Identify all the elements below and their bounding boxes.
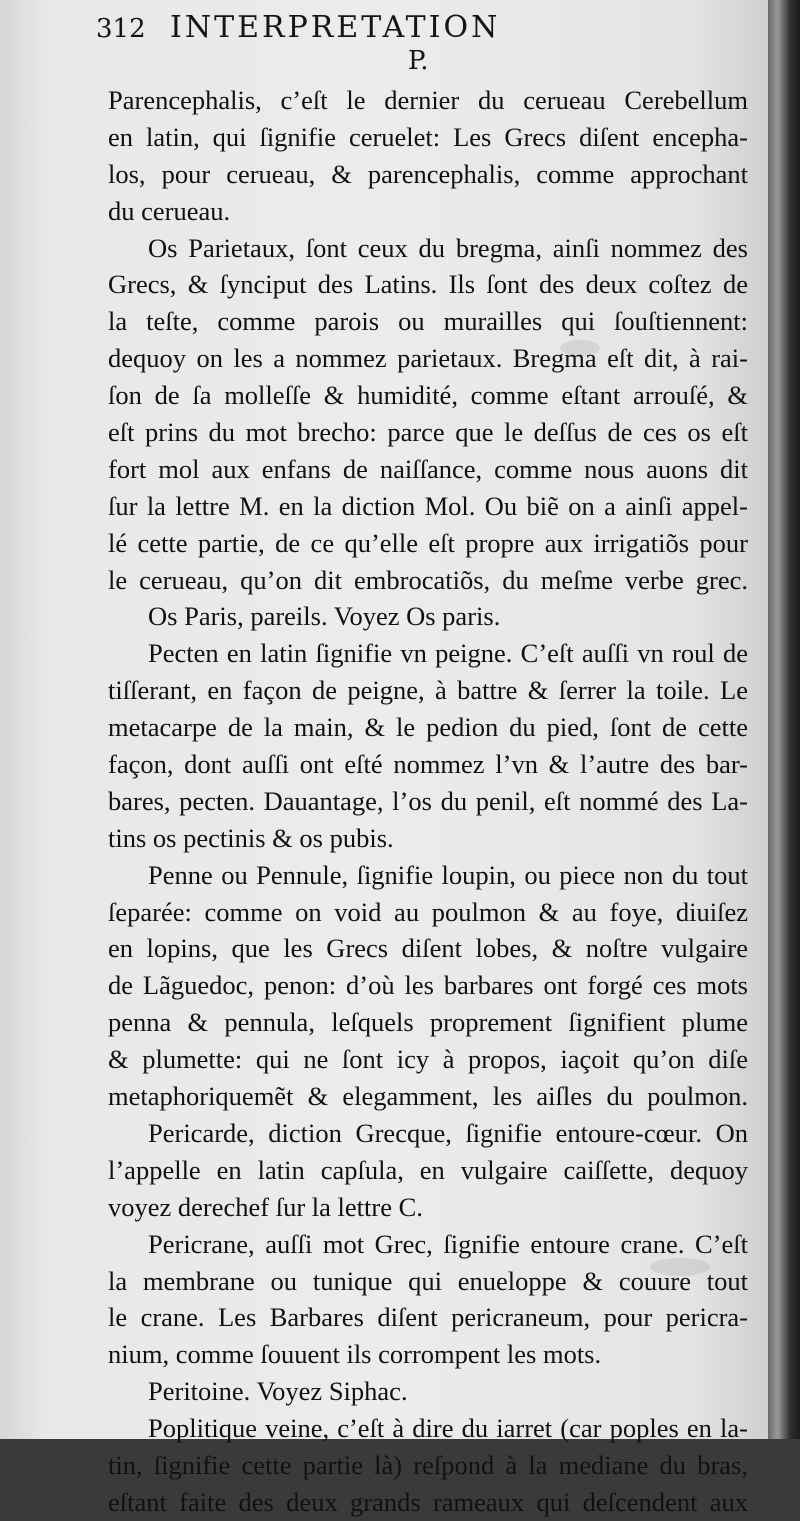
text-line: le cerueau, qu’on dit embrocatiõs, du meſme verbe grec. (108, 564, 748, 595)
text-line: voyez derechef ſur la lettre C. (108, 1191, 423, 1222)
text-line: tins os pectinis & os pubis. (108, 822, 394, 853)
text-line: Grecs, & ſynciput des Latins. Ils ſont des deux coſtez de (108, 269, 748, 300)
text-line: en lopins, que les Grecs diſent lobes, & noſtre vulgaire (108, 933, 748, 964)
text-line: la teſte, comme parois ou murailles qui ſouſtiennent: (108, 306, 748, 337)
page-number: 312 (96, 14, 146, 44)
text-line: façon, dont auſſi ont eſté nommez l’vn & l’autre des bar- (108, 749, 748, 780)
text-line: los, pour cerueau, & parencephalis, comme approchant (108, 158, 748, 189)
text-line: Pericarde, diction Grecque, ſignifie entoure-cœur. On (148, 1117, 748, 1148)
page-gutter-edge (768, 0, 800, 1439)
text-line: dequoy on les a nommez parietaux. Bregma eſt dit, à rai- (108, 343, 748, 374)
text-line: en latin, qui ſignifie ceruelet: Les Grecs diſent encepha- (108, 121, 748, 152)
text-line: tiſſerant, en façon de peigne, à battre & ſerrer la toile. Le (108, 675, 748, 706)
text-line: Peritoine. Voyez Siphac. (148, 1376, 408, 1407)
text-line: le crane. Les Barbares diſent pericraneum, pour pericra- (108, 1302, 748, 1333)
text-line: Parencephalis, c’eſt le dernier du cerueau Cerebellum (108, 85, 748, 115)
text-line: metacarpe de la main, & le pedion du pied, ſont de cette (108, 712, 748, 743)
text-line: eſt prins du mot brecho: parce que le deſſus de ces os eſt (108, 417, 748, 448)
page-header (96, 6, 756, 50)
text-line: Pericrane, auſſi mot Grec, ſignifie entoure crane. C’eſt (148, 1228, 748, 1259)
text-line: penna & pennula, leſquels proprement ſignifient plume (108, 1007, 748, 1038)
body-text (108, 82, 748, 1521)
text-line: Penne ou Pennule, ſignifie loupin, ou piece non du tout (148, 859, 748, 890)
text-line: Pecten en latin ſignifie vn peigne. C’eſt auſſi vn roul de (148, 638, 748, 669)
text-line: bares, pecten. Dauantage, l’os du penil, eſt nommé des La- (108, 785, 748, 816)
text-line: l’appelle en latin capſula, en vulgaire caiſſette, dequoy (108, 1154, 748, 1185)
text-line: ſon de ſa molleſſe & humidité, comme eſtant arrouſé, & (108, 380, 748, 411)
text-line: eſtant faite des deux grands rameaux qui deſcendent aux (108, 1486, 748, 1517)
text-line: de Lãguedoc, penon: d’où les barbares ont forgé ces mots (108, 970, 748, 1001)
text-line: Os Paris, pareils. Voyez Os paris. (148, 601, 501, 632)
text-line: fort mol aux enfans de naiſſance, comme nous auons dit (108, 453, 748, 484)
text-line: Poplitique veine, c’eſt à dire du iarret (car poples en la- (148, 1413, 748, 1444)
text-line: ſeparée: comme on void au poulmon & au foye, diuiſez (108, 896, 748, 927)
section-letter: P. (408, 46, 429, 76)
text-line: ſur la lettre M. en la diction Mol. Ou biẽ on a ainſi appel- (108, 490, 748, 521)
text-line: lé cette partie, de ce qu’elle eſt propre aux irrigatiõs pour (108, 527, 748, 558)
text-line: nium, comme ſouuent ils corrompent les mots. (108, 1339, 602, 1370)
text-line: metaphoriquemẽt & elegamment, les aiſles du poulmon. (108, 1081, 748, 1112)
running-title: INTERPRETATION (170, 10, 501, 45)
text-line: & plumette: qui ne ſont icy à propos, iaçoit qu’on diſe (108, 1044, 748, 1075)
text-line: la membrane ou tunique qui enueloppe & couure tout (108, 1265, 748, 1296)
text-line: tin, ſignifie cette partie là) reſpond à la mediane du bras, (108, 1449, 748, 1480)
text-line: du cerueau. (108, 195, 231, 226)
text-line: Os Parietaux, ſont ceux du bregma, ainſi nommez des (148, 232, 748, 263)
